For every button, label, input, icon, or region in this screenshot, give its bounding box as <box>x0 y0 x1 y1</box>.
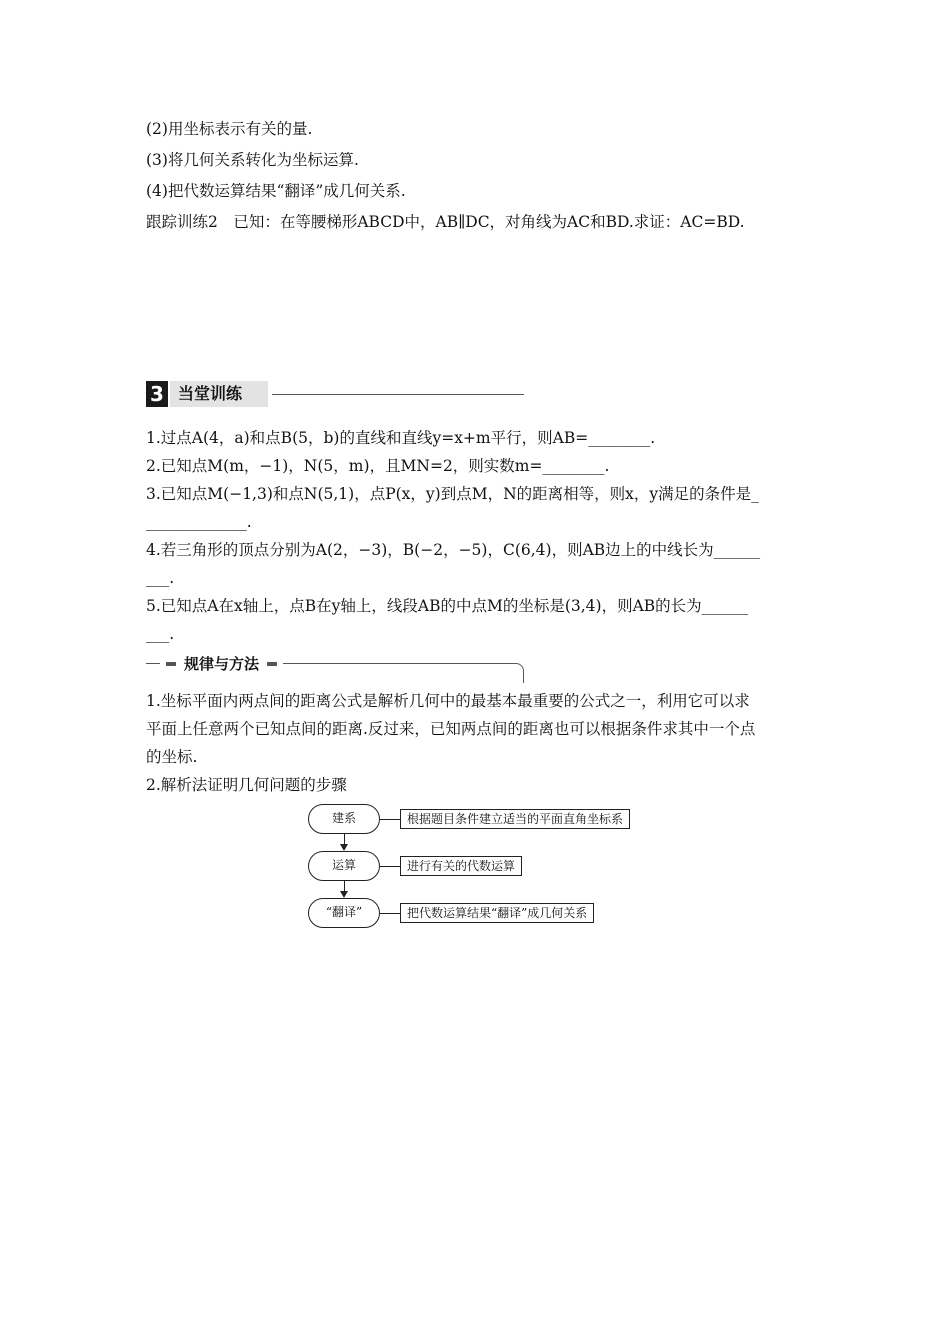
section-title: 当堂训练 <box>170 381 268 407</box>
method-line-4: 2.解析法证明几何问题的步骤 <box>146 776 347 794</box>
flow-desc-1: 根据题目条件建立适当的平面直角坐标系 <box>400 809 630 829</box>
exercise-5-cont: ___. <box>146 625 175 643</box>
text-line-step4: (4)把代数运算结果“翻译”成几何关系. <box>146 182 406 200</box>
exercise-3-cont: _____________. <box>146 513 252 531</box>
flow-node-yunsuan: 运算 <box>308 851 380 881</box>
section-number: 3 <box>146 381 168 407</box>
text-line-step2: (2)用坐标表示有关的量. <box>146 120 313 138</box>
connector-1 <box>380 819 400 820</box>
tracking-exercise-2: 跟踪训练2 已知：在等腰梯形ABCD中，AB∥DC，对角线为AC和BD.求证：AC=BD. <box>146 213 745 231</box>
arrow-down-icon <box>340 844 348 851</box>
connector-3 <box>380 913 400 914</box>
method-title: 规律与方法 <box>184 655 260 673</box>
method-line-2: 平面上任意两个已知点间的距离.反过来，已知两点间的距离也可以根据条件求其中一个点 <box>146 720 756 738</box>
text-line-step3: (3)将几何关系转化为坐标运算. <box>146 151 359 169</box>
flow-node-jianxi: 建系 <box>308 804 380 834</box>
arrow-down-icon <box>340 891 348 898</box>
exercise-1: 1.过点A(4，a)和点B(5，b)的直线和直线y=x+m平行，则AB=________. <box>146 429 656 447</box>
method-line-1: 1.坐标平面内两点间的距离公式是解析几何中的最基本最重要的公式之一，利用它可以求 <box>146 692 750 710</box>
exercise-2: 2.已知点M(m，−1)，N(5，m)，且MN=2，则实数m=________. <box>146 457 610 475</box>
exercise-3: 3.已知点M(−1,3)和点N(5,1)，点P(x，y)到点M，N的距离相等，则x，y满足的条件是_ <box>146 485 759 503</box>
exercise-5: 5.已知点A在x轴上，点B在y轴上，线段AB的中点M的坐标是(3,4)，则AB的长为______ <box>146 597 749 615</box>
flow-desc-3: 把代数运算结果“翻译”成几何关系 <box>400 903 594 923</box>
flow-desc-2: 进行有关的代数运算 <box>400 856 522 876</box>
label-bar-right <box>267 662 277 666</box>
section-rule <box>272 394 524 395</box>
method-box <box>146 655 524 683</box>
connector-2 <box>380 866 400 867</box>
method-line-3: 的坐标. <box>146 748 198 766</box>
exercise-4: 4.若三角形的顶点分别为A(2，−3)，B(−2，−5)，C(6,4)，则AB边上的中线长为______ <box>146 541 761 559</box>
flow-node-fanyi: “翻译” <box>308 898 380 928</box>
exercise-4-cont: ___. <box>146 569 175 587</box>
method-label <box>160 653 283 675</box>
label-bar-left <box>166 662 176 666</box>
